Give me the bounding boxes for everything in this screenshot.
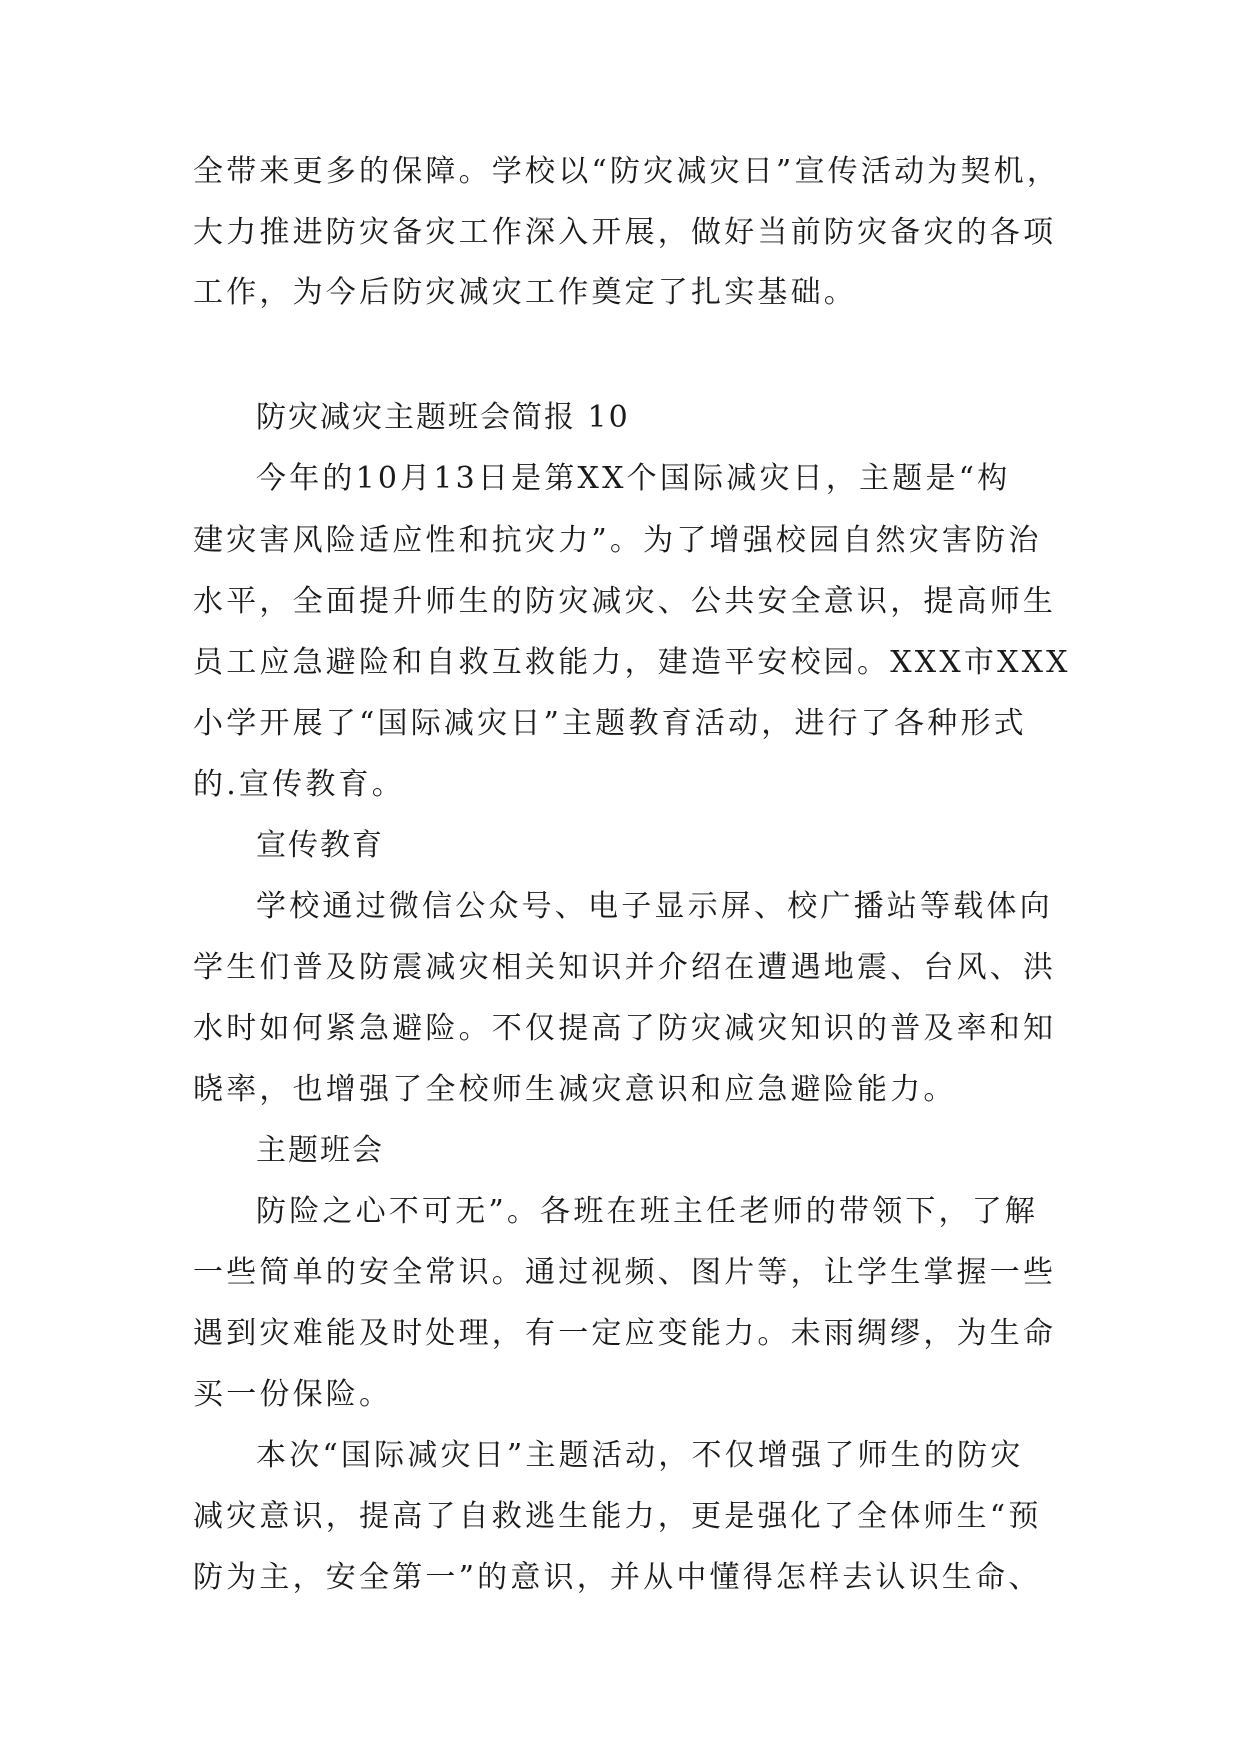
intro-line: 大力推进防灾备灾工作深入开展，做好当前防灾备灾的各项 [193,215,1057,250]
paragraph-line: 减灾意识，提高了自救逃生能力，更是强化了全体师生“预 [193,1499,1042,1534]
paragraph-line: 学生们普及防震减灾相关知识并介绍在遭遇地震、台风、洪 [193,950,1057,985]
paragraph-line: 员工应急避险和自救互救能力，建造平安校园。XXX市XXX [193,645,1071,680]
paragraph-line: 买一份保险。 [193,1377,393,1412]
paragraph-line: 今年的10月13日是第XX个国际减灾日，主题是“构 [256,461,1011,496]
paragraph-line: 水平，全面提升师生的防灾减灾、公共安全意识，提高师生 [193,584,1057,619]
paragraph-line: 小学开展了“国际减灾日”主题教育活动，进行了各种形式 [193,706,1027,741]
subheading: 宣传教育 [256,828,384,863]
section-title: 防灾减灾主题班会简报 10 [256,400,630,435]
paragraph-line: 一些简单的安全常识。通过视频、图片等，让学生掌握一些 [193,1255,1057,1290]
paragraph-line: 本次“国际减灾日”主题活动，不仅增强了师生的防灾 [256,1438,1024,1473]
intro-line: 工作，为今后防灾减灾工作奠定了扎实基础。 [193,275,857,310]
subheading: 主题班会 [256,1133,384,1168]
paragraph-line: 学校通过微信公众号、电子显示屏、校广播站等载体向 [256,889,1053,924]
paragraph-line: 的.宣传教育。 [193,767,405,802]
paragraph-line: 晓率，也增强了全校师生减灾意识和应急避险能力。 [193,1072,957,1107]
paragraph-line: 建灾害风险适应性和抗灾力”。为了增强校园自然灾害防治 [193,523,1042,558]
paragraph-line: 防险之心不可无”。各班在班主任老师的带领下，了解 [256,1194,1039,1229]
paragraph-line: 水时如何紧急避险。不仅提高了防灾减灾知识的普及率和知 [193,1011,1057,1046]
paragraph-line: 遇到灾难能及时处理，有一定应变能力。未雨绸缪，为生命 [193,1316,1057,1351]
intro-line: 全带来更多的保障。学校以“防灾减灾日”宣传活动为契机， [193,154,1061,189]
paragraph-line: 防为主，安全第一”的意识，并从中懂得怎样去认识生命、 [193,1560,1042,1595]
